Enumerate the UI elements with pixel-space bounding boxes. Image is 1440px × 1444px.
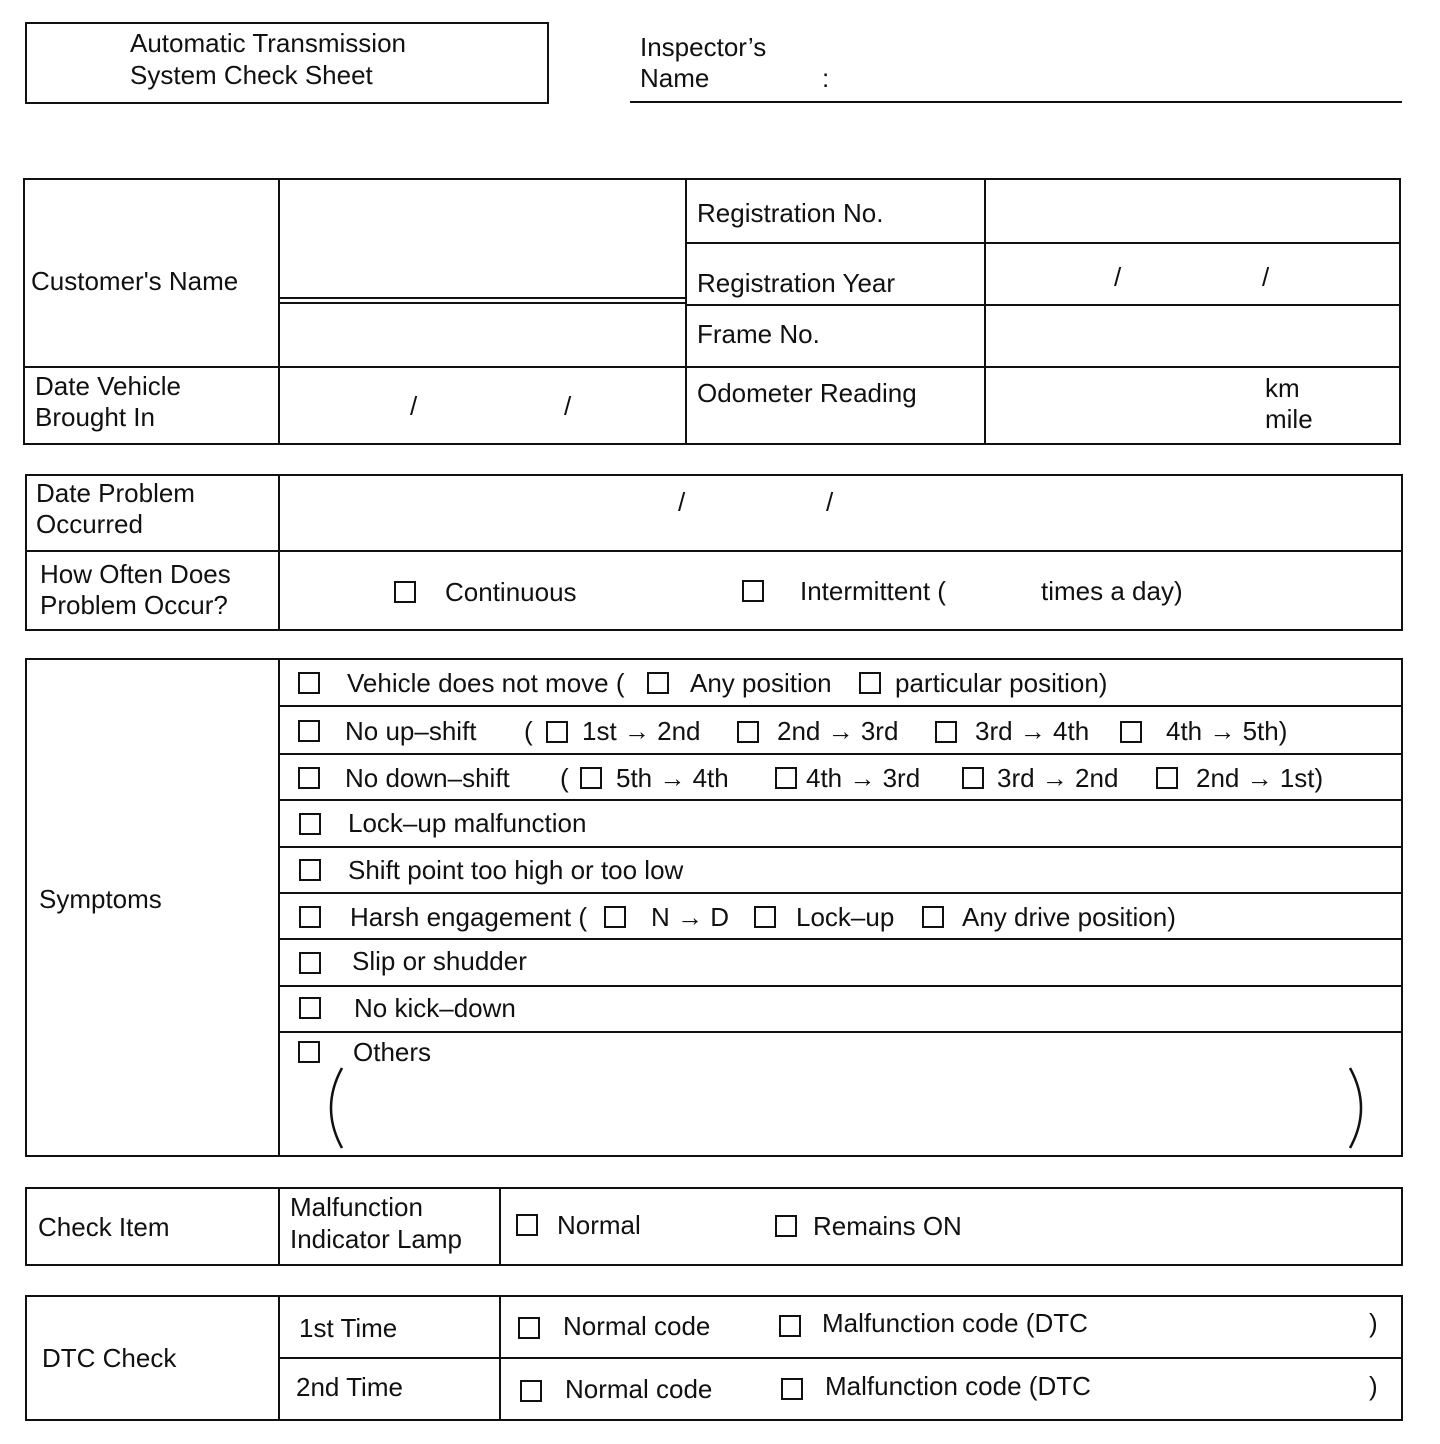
upshift-1-2-checkbox[interactable]: [546, 721, 568, 743]
date-brought-slash-2: /: [564, 391, 572, 421]
unit-mile: mile: [1265, 404, 1313, 434]
how-often-label-2: Problem Occur?: [40, 590, 228, 620]
registration-year-slash-1: /: [1114, 262, 1122, 292]
downshift-2-1-checkbox[interactable]: [1156, 767, 1178, 789]
mil-remains-on-label: Remains ON: [813, 1211, 962, 1241]
dtc-second-close-paren: ): [1369, 1371, 1378, 1401]
divider: [278, 658, 280, 1157]
symptom-lockup-checkbox[interactable]: [299, 813, 321, 835]
date-problem-slash-1: /: [678, 487, 686, 517]
mil-label-2: Indicator Lamp: [290, 1224, 462, 1254]
divider: [280, 985, 1403, 987]
symptom-slip-label: Slip or shudder: [352, 946, 527, 976]
symptom-slip-checkbox[interactable]: [299, 952, 321, 974]
date-brought-label-1: Date Vehicle: [35, 371, 181, 401]
symptom-kickdown-checkbox[interactable]: [299, 997, 321, 1019]
upshift-1-2-label: 1st → 2nd: [582, 716, 701, 746]
harsh-n-d-checkbox[interactable]: [604, 906, 626, 928]
frame-no-label: Frame No.: [697, 319, 820, 349]
divider: [278, 178, 280, 445]
problem-table: [25, 474, 1403, 631]
dtc-second-normal-label: Normal code: [565, 1374, 713, 1404]
dtc-first-malfunction-label: Malfunction code (DTC: [822, 1308, 1088, 1338]
divider: [25, 550, 1403, 552]
harsh-any-drive-label: Any drive position): [962, 902, 1176, 932]
downshift-4-3-label: 4th → 3rd: [806, 763, 921, 793]
symptom-others-checkbox[interactable]: [298, 1041, 320, 1063]
dtc-second-malfunction-checkbox[interactable]: [781, 1378, 803, 1400]
how-often-label-1: How Often Does: [40, 559, 231, 589]
dtc-first-normal-checkbox[interactable]: [518, 1317, 540, 1339]
mil-normal-label: Normal: [557, 1210, 641, 1240]
odometer-label: Odometer Reading: [697, 378, 917, 408]
dtc-check-label: DTC Check: [42, 1343, 177, 1373]
registration-year-label: Registration Year: [697, 268, 896, 298]
customer-name-label: Customer's Name: [31, 266, 239, 296]
registration-no-field[interactable]: [988, 182, 1396, 240]
customer-name-field[interactable]: [282, 182, 682, 294]
check-item-label: Check Item: [38, 1212, 170, 1242]
any-position-label: Any position: [690, 668, 832, 698]
symptom-no-downshift-checkbox[interactable]: [298, 767, 320, 789]
symptom-harsh-label: Harsh engagement (: [350, 902, 588, 932]
dtc-second-malfunction-label: Malfunction code (DTC: [825, 1371, 1091, 1401]
mil-normal-checkbox[interactable]: [516, 1214, 538, 1236]
symptom-no-upshift-checkbox[interactable]: [298, 720, 320, 742]
downshift-2-1-label: 2nd → 1st): [1196, 763, 1324, 793]
symptom-shift-point-label: Shift point too high or too low: [348, 855, 684, 885]
date-brought-slash-1: /: [410, 391, 418, 421]
divider: [280, 799, 1403, 801]
others-open-bracket: [316, 1066, 346, 1150]
symptom-harsh-checkbox[interactable]: [299, 906, 321, 928]
divider: [280, 302, 686, 304]
symptom-no-upshift-label: No up–shift: [345, 716, 477, 746]
divider: [685, 242, 1401, 244]
intermittent-label: Intermittent (: [800, 576, 946, 606]
downshift-3-2-label: 3rd → 2nd: [997, 763, 1119, 793]
divider: [23, 366, 1401, 368]
divider: [280, 705, 1403, 707]
harsh-lockup-checkbox[interactable]: [754, 906, 776, 928]
divider: [280, 1031, 1403, 1033]
title-line-1: Automatic Transmission: [130, 28, 406, 58]
inspector-label-1: Inspector’s: [640, 32, 767, 62]
times-a-day-label: times a day): [1041, 576, 1183, 606]
date-problem-label-1: Date Problem: [36, 478, 195, 508]
symptoms-label: Symptoms: [39, 884, 162, 914]
symptom-lockup-label: Lock–up malfunction: [348, 808, 587, 838]
dtc-first-label: 1st Time: [299, 1313, 398, 1343]
frame-no-field[interactable]: [988, 308, 1396, 364]
divider: [280, 892, 1403, 894]
divider: [280, 846, 1403, 848]
divider: [278, 1187, 280, 1266]
symptom-no-move-checkbox[interactable]: [298, 672, 320, 694]
check-item-table: [25, 1187, 1403, 1266]
inspector-label-2: Name: [640, 63, 710, 93]
mil-remains-on-checkbox[interactable]: [775, 1215, 797, 1237]
divider: [280, 938, 1403, 940]
date-problem-slash-2: /: [826, 487, 834, 517]
unit-km: km: [1265, 373, 1300, 403]
mil-label-1: Malfunction: [290, 1192, 423, 1222]
divider: [984, 178, 986, 445]
particular-position-checkbox[interactable]: [859, 672, 881, 694]
particular-position-label: particular position): [895, 668, 1108, 698]
date-brought-label-2: Brought In: [35, 402, 155, 432]
continuous-label: Continuous: [445, 577, 577, 607]
divider: [685, 178, 687, 445]
dtc-second-label: 2nd Time: [296, 1372, 403, 1402]
others-close-bracket: [1346, 1066, 1376, 1150]
upshift-4-5-checkbox[interactable]: [1120, 721, 1142, 743]
upshift-2-3-label: 2nd → 3rd: [777, 716, 899, 746]
upshift-4-5-label: 4th → 5th): [1166, 716, 1288, 746]
title-line-2: System Check Sheet: [130, 60, 373, 90]
continuous-checkbox[interactable]: [394, 581, 416, 603]
upshift-3-4-label: 3rd → 4th: [975, 716, 1090, 746]
downshift-4-3-checkbox[interactable]: [775, 767, 797, 789]
dtc-second-normal-checkbox[interactable]: [520, 1380, 542, 1402]
dtc-first-normal-label: Normal code: [563, 1311, 711, 1341]
symptom-kickdown-label: No kick–down: [354, 993, 516, 1023]
divider: [499, 1187, 501, 1266]
dtc-first-close-paren: ): [1369, 1308, 1378, 1338]
upshift-3-4-checkbox[interactable]: [935, 721, 957, 743]
divider: [280, 753, 1403, 755]
inspector-colon: :: [822, 63, 830, 93]
symptom-shift-point-checkbox[interactable]: [299, 859, 321, 881]
downshift-3-2-checkbox[interactable]: [962, 767, 984, 789]
harsh-any-drive-checkbox[interactable]: [922, 906, 944, 928]
date-problem-label-2: Occurred: [36, 509, 143, 539]
divider: [685, 304, 1401, 306]
intermittent-checkbox[interactable]: [742, 580, 764, 602]
any-position-checkbox[interactable]: [647, 672, 669, 694]
downshift-5-4-checkbox[interactable]: [580, 767, 602, 789]
registration-no-label: Registration No.: [697, 198, 884, 228]
divider: [280, 297, 686, 299]
divider: [278, 1357, 1403, 1359]
harsh-lockup-label: Lock–up: [796, 902, 895, 932]
divider: [278, 474, 280, 631]
downshift-5-4-label: 5th → 4th: [616, 763, 729, 793]
inspector-name-field[interactable]: [630, 101, 1402, 103]
harsh-n-d-label: N → D: [651, 902, 729, 932]
symptom-others-label: Others: [353, 1037, 432, 1067]
dtc-first-malfunction-checkbox[interactable]: [779, 1315, 801, 1337]
downshift-open-paren: (: [560, 763, 569, 793]
others-text-field[interactable]: [350, 1072, 1340, 1146]
symptom-no-move-label: Vehicle does not move (: [347, 668, 625, 698]
upshift-open-paren: (: [524, 716, 533, 746]
symptom-no-downshift-label: No down–shift: [345, 763, 510, 793]
registration-year-slash-2: /: [1262, 262, 1270, 292]
upshift-2-3-checkbox[interactable]: [737, 721, 759, 743]
